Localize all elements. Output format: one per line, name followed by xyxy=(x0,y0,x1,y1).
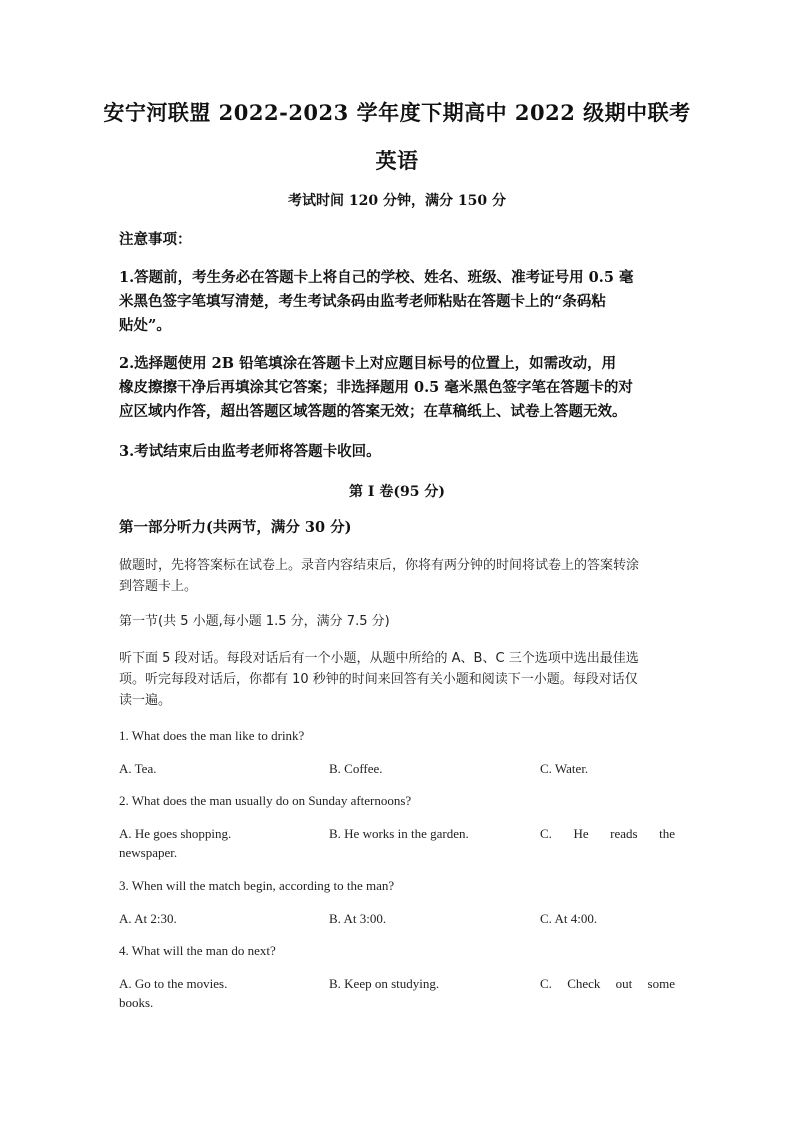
listening-instruction-line-2: 到答题卡上。 xyxy=(119,579,198,594)
volume-title: 第 I 卷(95 分) xyxy=(349,484,445,500)
listening-instruction xyxy=(119,555,675,597)
question-4-option-c-continued: books. xyxy=(119,995,154,1010)
section-1-instruction-line-1: 听下面 5 段对话。每段对话后有一个小题，从题中所给的 A、B、C 三个选项中选出最佳选 xyxy=(119,651,639,666)
question-4-option-c: C. Check out some xyxy=(540,976,675,991)
notice-item-2-line-3: 应区域内作答，超出答题区域答题的答案无效；在草稿纸上、试卷上答题无效。 xyxy=(119,403,627,420)
notice-item-1 xyxy=(119,266,675,338)
question-2-stem: 2. What does the man usually do on Sunday afternoons? xyxy=(119,793,412,808)
question-1-option-c: C. Water. xyxy=(540,761,589,776)
exam-info: 考试时间 120 分钟，满分 150 分 xyxy=(288,193,506,209)
question-4-stem: 4. What will the man do next? xyxy=(119,943,276,958)
notice-item-1-line-2: 米黑色签字笔填写清楚，考生考试条码由监考老师粘贴在答题卡上的“条码粘 xyxy=(119,293,606,310)
question-2-option-a: A. He goes shopping. xyxy=(119,826,232,841)
question-2-option-c: C. He reads the xyxy=(540,826,675,841)
part-1-title: 第一部分听力(共两节，满分 30 分) xyxy=(119,519,352,536)
question-1-option-b: B. Coffee. xyxy=(329,761,383,776)
notice-item-2-line-2: 橡皮擦擦干净后再填涂其它答案；非选择题用 0.5 毫米黑色签字笔在答题卡的对 xyxy=(119,379,633,396)
question-3-option-b: B. At 3:00. xyxy=(329,911,387,926)
question-2-option-c-continued: newspaper. xyxy=(119,845,178,860)
question-3-option-c: C. At 4:00. xyxy=(540,911,598,926)
question-3-option-a: A. At 2:30. xyxy=(119,911,177,926)
question-3-stem: 3. When will the match begin, according to the man? xyxy=(119,878,395,893)
section-1-title: 第一节(共 5 小题,每小题 1.5 分，满分 7.5 分) xyxy=(119,614,390,629)
section-1-instruction xyxy=(119,648,675,711)
notice-item-1-line-3: 贴处”。 xyxy=(119,317,171,334)
question-1-option-a: A. Tea. xyxy=(119,761,157,776)
section-1-instruction-line-2: 项。听完每段对话后，你都有 10 秒钟的时间来回答有关小题和阅读下一小题。每段对话仅 xyxy=(119,672,638,687)
question-2-option-b: B. He works in the garden. xyxy=(329,826,469,841)
section-1-instruction-line-3: 读一遍。 xyxy=(119,693,172,708)
notice-item-2-line-1: 2.选择题使用 2B 铅笔填涂在答题卡上对应题目标号的位置上，如需改动，用 xyxy=(119,355,617,372)
notice-item-3: 3.考试结束后由监考老师将答题卡收回。 xyxy=(119,443,381,460)
notice-heading: 注意事项： xyxy=(119,231,192,248)
question-4-option-b: B. Keep on studying. xyxy=(329,976,440,991)
subject-title: 英语 xyxy=(375,148,419,173)
question-1-stem: 1. What does the man like to drink? xyxy=(119,728,305,743)
exam-title: 安宁河联盟 2022-2023 学年度下期高中 2022 级期中联考 xyxy=(103,100,691,125)
notice-item-2 xyxy=(119,352,675,424)
question-4-option-a: A. Go to the movies. xyxy=(119,976,228,991)
notice-item-1-line-1: 1.答题前，考生务必在答题卡上将自己的学校、姓名、班级、准考证号用 0.5 毫 xyxy=(119,269,634,286)
listening-instruction-line-1: 做题时，先将答案标在试卷上。录音内容结束后，你将有两分钟的时间将试卷上的答案转涂 xyxy=(119,558,640,573)
